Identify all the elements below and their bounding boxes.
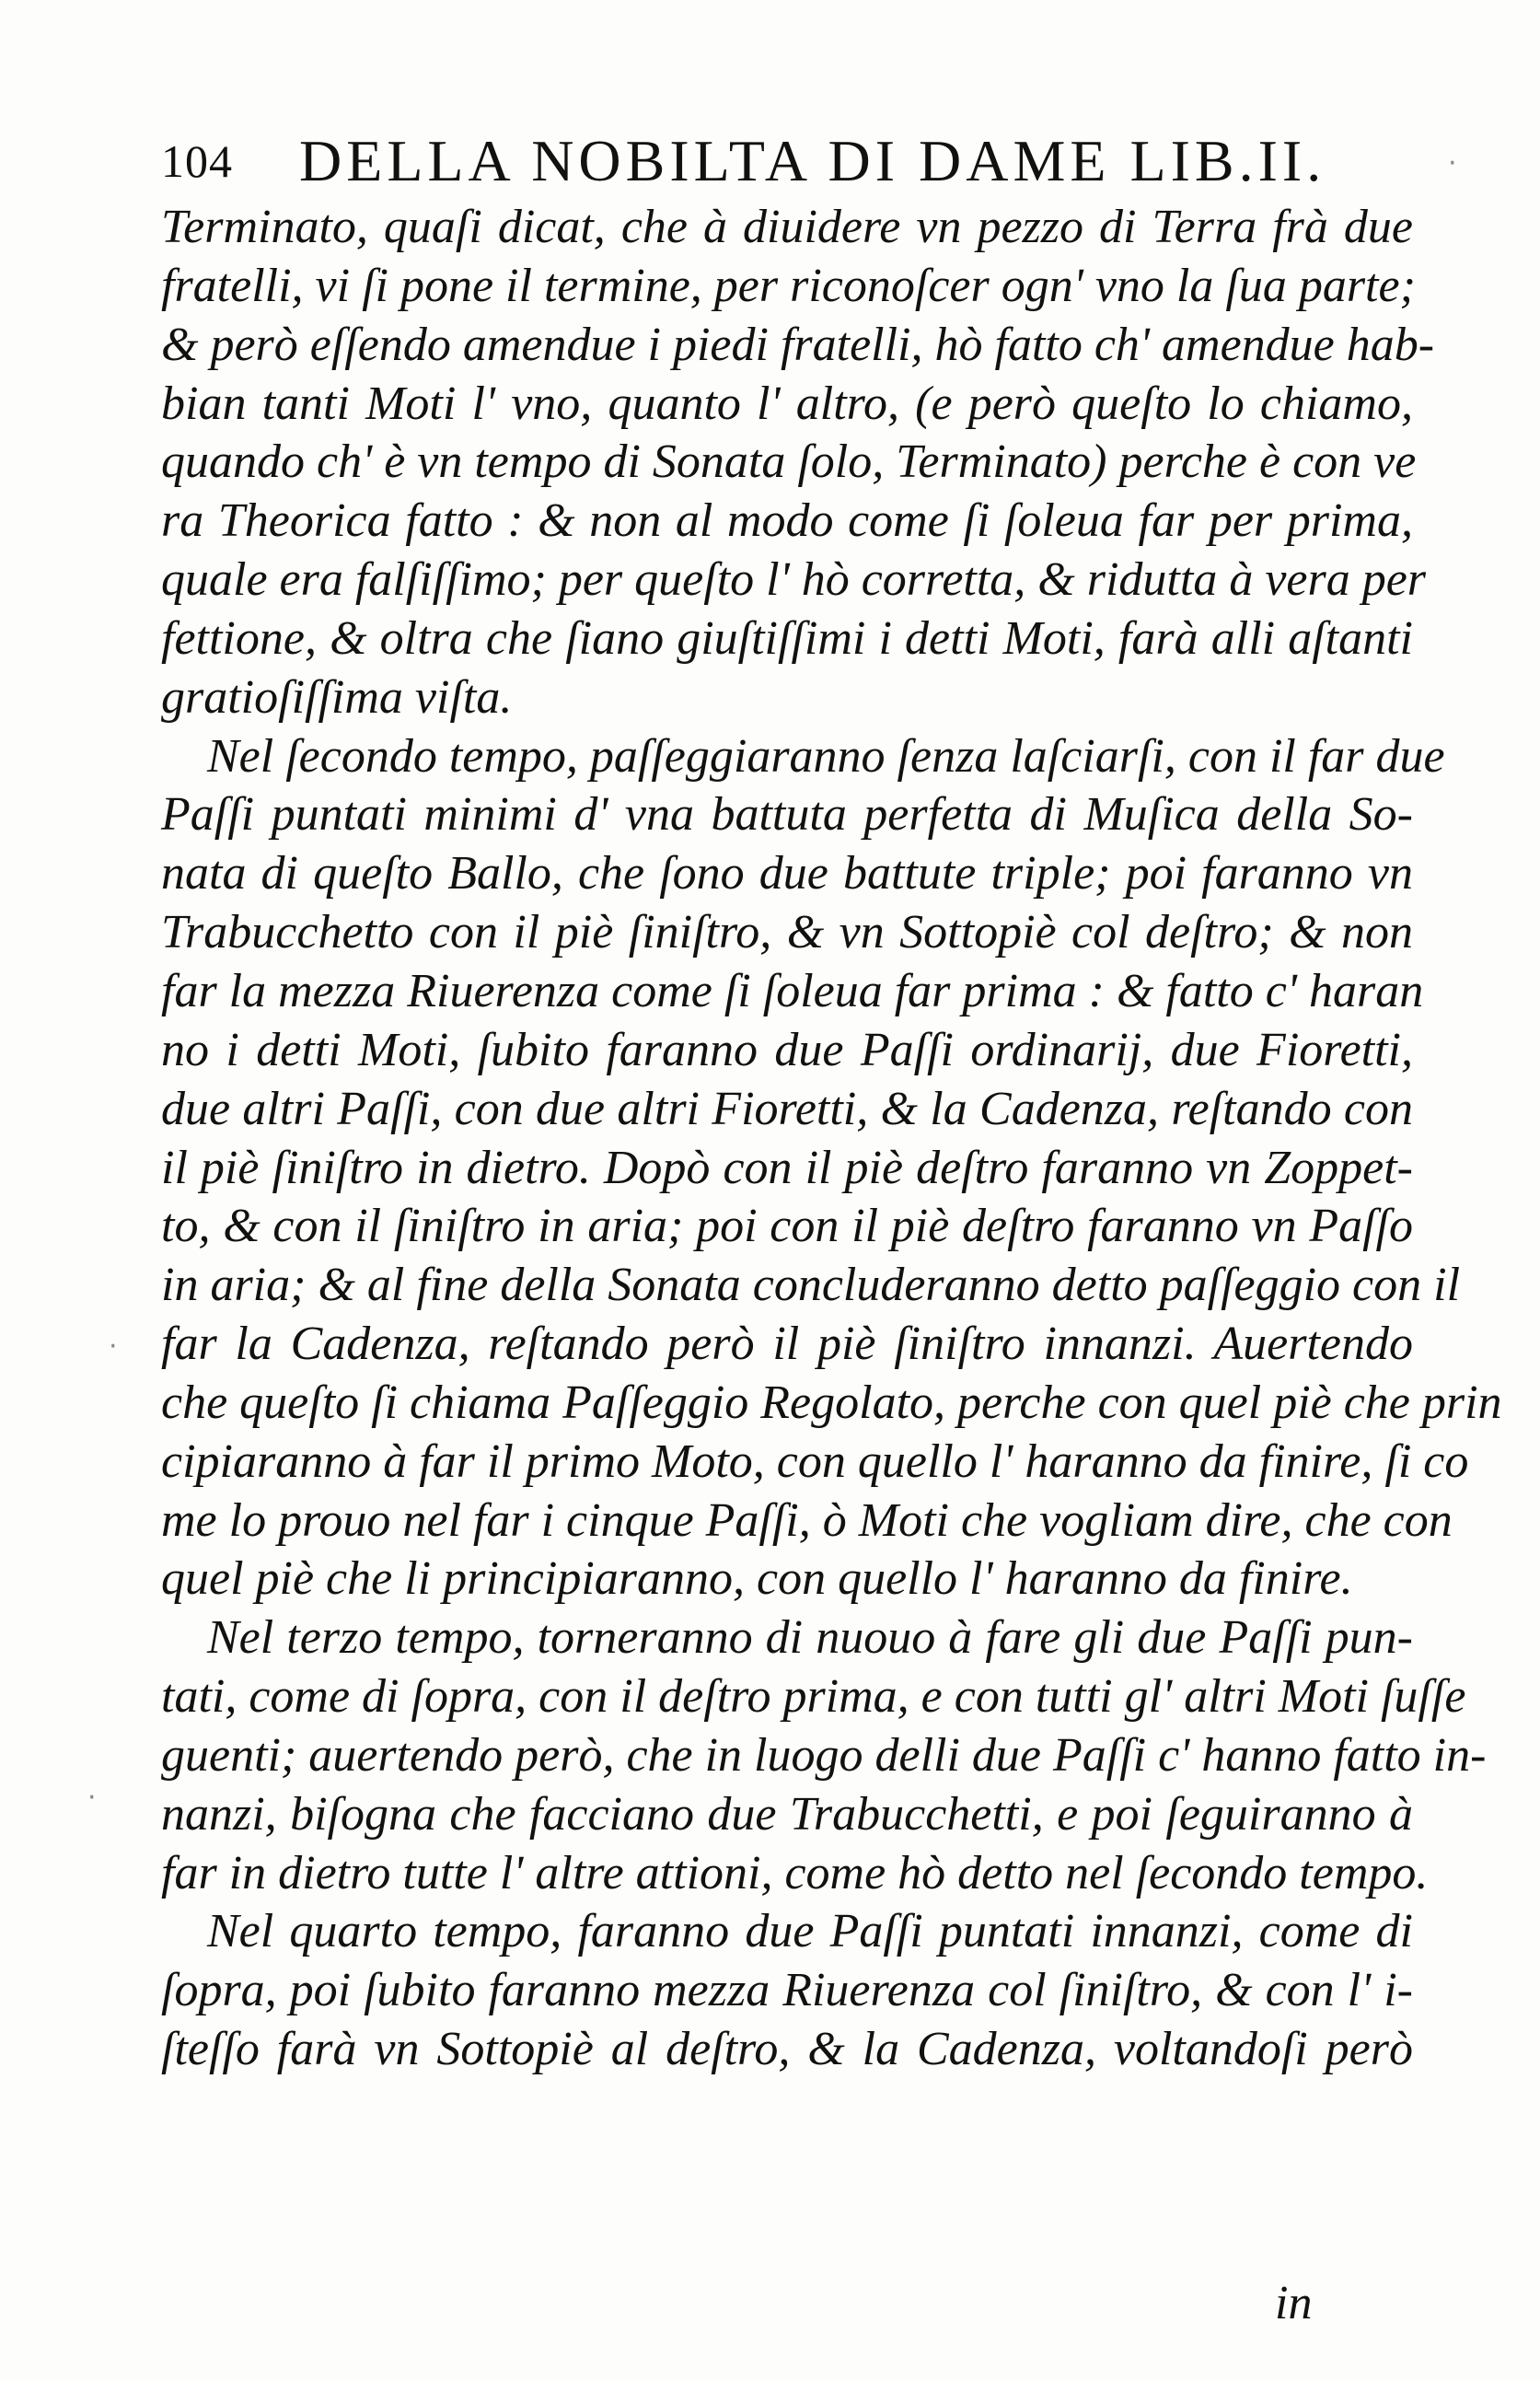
text-line: quale era falſiſſimo; per queſto l' hò corretta, & ridutta à vera per: [161, 553, 1427, 607]
margin-dot-mark: ·: [109, 1330, 118, 1363]
paragraph-start-line: Nel quarto tempo, faranno due Paſſi puntati innanzi, come di: [207, 1905, 1413, 1958]
text-line: che queſto ſi chiama Paſſeggio Regolato, perche con quel piè che prin: [161, 1376, 1502, 1429]
text-line: guenti; auertendo però, che in luogo delli due Paſſi c' hanno fatto in-: [161, 1728, 1487, 1782]
text-line: Terminato, quaſi dicat, che à diuidere vn pezzo di Terra frà due: [161, 201, 1413, 253]
text-line: fratelli, vi ſi pone il termine, per riconoſcer ogn' vno la ſua parte;: [161, 259, 1416, 312]
text-line: tati, come di ſopra, con il deſtro prima, e con tutti gl' altri Moti ſuſſe: [161, 1670, 1466, 1724]
text-line: due altri Paſſi, con due altri Fioretti, & la Cadenza, reſtando con: [161, 1082, 1413, 1135]
text-line: no i detti Moti, ſubito faranno due Paſſi ordinarij, due Fioretti,: [161, 1023, 1413, 1076]
text-line: nata di queſto Ballo, che ſono due battute triple; poi faranno vn: [161, 847, 1413, 900]
running-title: DELLA NOBILTA DI DAME LIB.II.: [299, 128, 1326, 193]
text-line: gratioſiſſima viſta.: [161, 670, 513, 724]
text-line: cipiaranno à far il primo Moto, con quello l' haranno da finire, ſi co: [161, 1434, 1469, 1488]
text-line: in aria; & al fine della Sonata concluderanno detto paſſeggio con il: [161, 1259, 1461, 1312]
text-line: il piè ſiniſtro in dietro. Dopò con il piè deſtro faranno vn Zoppet-: [161, 1141, 1413, 1194]
text-line: quel piè che li principiaranno, con quello l' haranno da finire.: [161, 1552, 1353, 1606]
text-line: to, & con il ſiniſtro in aria; poi con il piè deſtro faranno vn Paſſo: [161, 1200, 1413, 1253]
text-line: ſteſſo farà vn Sottopiè al deſtro, & la Cadenza, voltandoſi però: [161, 2023, 1413, 2076]
text-line: far la mezza Riuerenza come ſi ſoleua far prima : & fatto c' haran: [161, 964, 1424, 1017]
body-text: [161, 198, 1502, 2079]
text-line: & però eſſendo amendue i piedi fratelli, hò fatto ch' amendue hab-: [161, 318, 1435, 371]
text-line: fettione, & oltra che ſiano giuſtiſſimi i detti Moti, farà alli aſtanti: [161, 611, 1413, 665]
paragraph-start-line: Nel terzo tempo, torneranno di nuouo à fare gli due Paſſi pun-: [207, 1611, 1413, 1665]
paragraph-start-line: Nel ſecondo tempo, paſſeggiaranno ſenza laſciarſi, con il far due: [207, 729, 1445, 783]
page-header: [161, 127, 1385, 201]
text-line: nanzi, biſogna che facciano due Trabucchetti, e poi ſeguiranno à: [161, 1787, 1413, 1841]
catchword: in: [1275, 2277, 1313, 2329]
text-line: far in dietro tutte l' altre attioni, come hò detto nel ſecondo tempo.: [161, 1846, 1429, 1899]
text-line: me lo prouo nel far i cinque Paſſi, ò Moti che vogliam dire, che con: [161, 1493, 1453, 1547]
text-line: bian tanti Moti l' vno, quanto l' altro, (e però queſto lo chiamo,: [161, 377, 1413, 430]
text-line: Trabucchetto con il piè ſiniſtro, & vn Sottopiè col deſtro; & non: [161, 906, 1413, 959]
margin-dot-mark: ·: [87, 1782, 97, 1814]
text-line: quando ch' è vn tempo di Sonata ſolo, Terminato) perche è con ve: [161, 436, 1417, 489]
text-line: Paſſi puntati minimi d' vna battuta perfetta di Muſica della So-: [161, 788, 1413, 842]
margin-dot-mark: ·: [1448, 147, 1457, 180]
text-line: ra Theorica fatto : & non al modo come ſi ſoleua far per prima,: [161, 494, 1413, 548]
text-line: ſopra, poi ſubito faranno mezza Riuerenza col ſiniſtro, & con l' i-: [161, 1964, 1413, 2017]
text-line: far la Cadenza, reſtando però il piè ſiniſtro innanzi. Auertendo: [161, 1318, 1413, 1371]
page-number: 104: [161, 135, 233, 187]
